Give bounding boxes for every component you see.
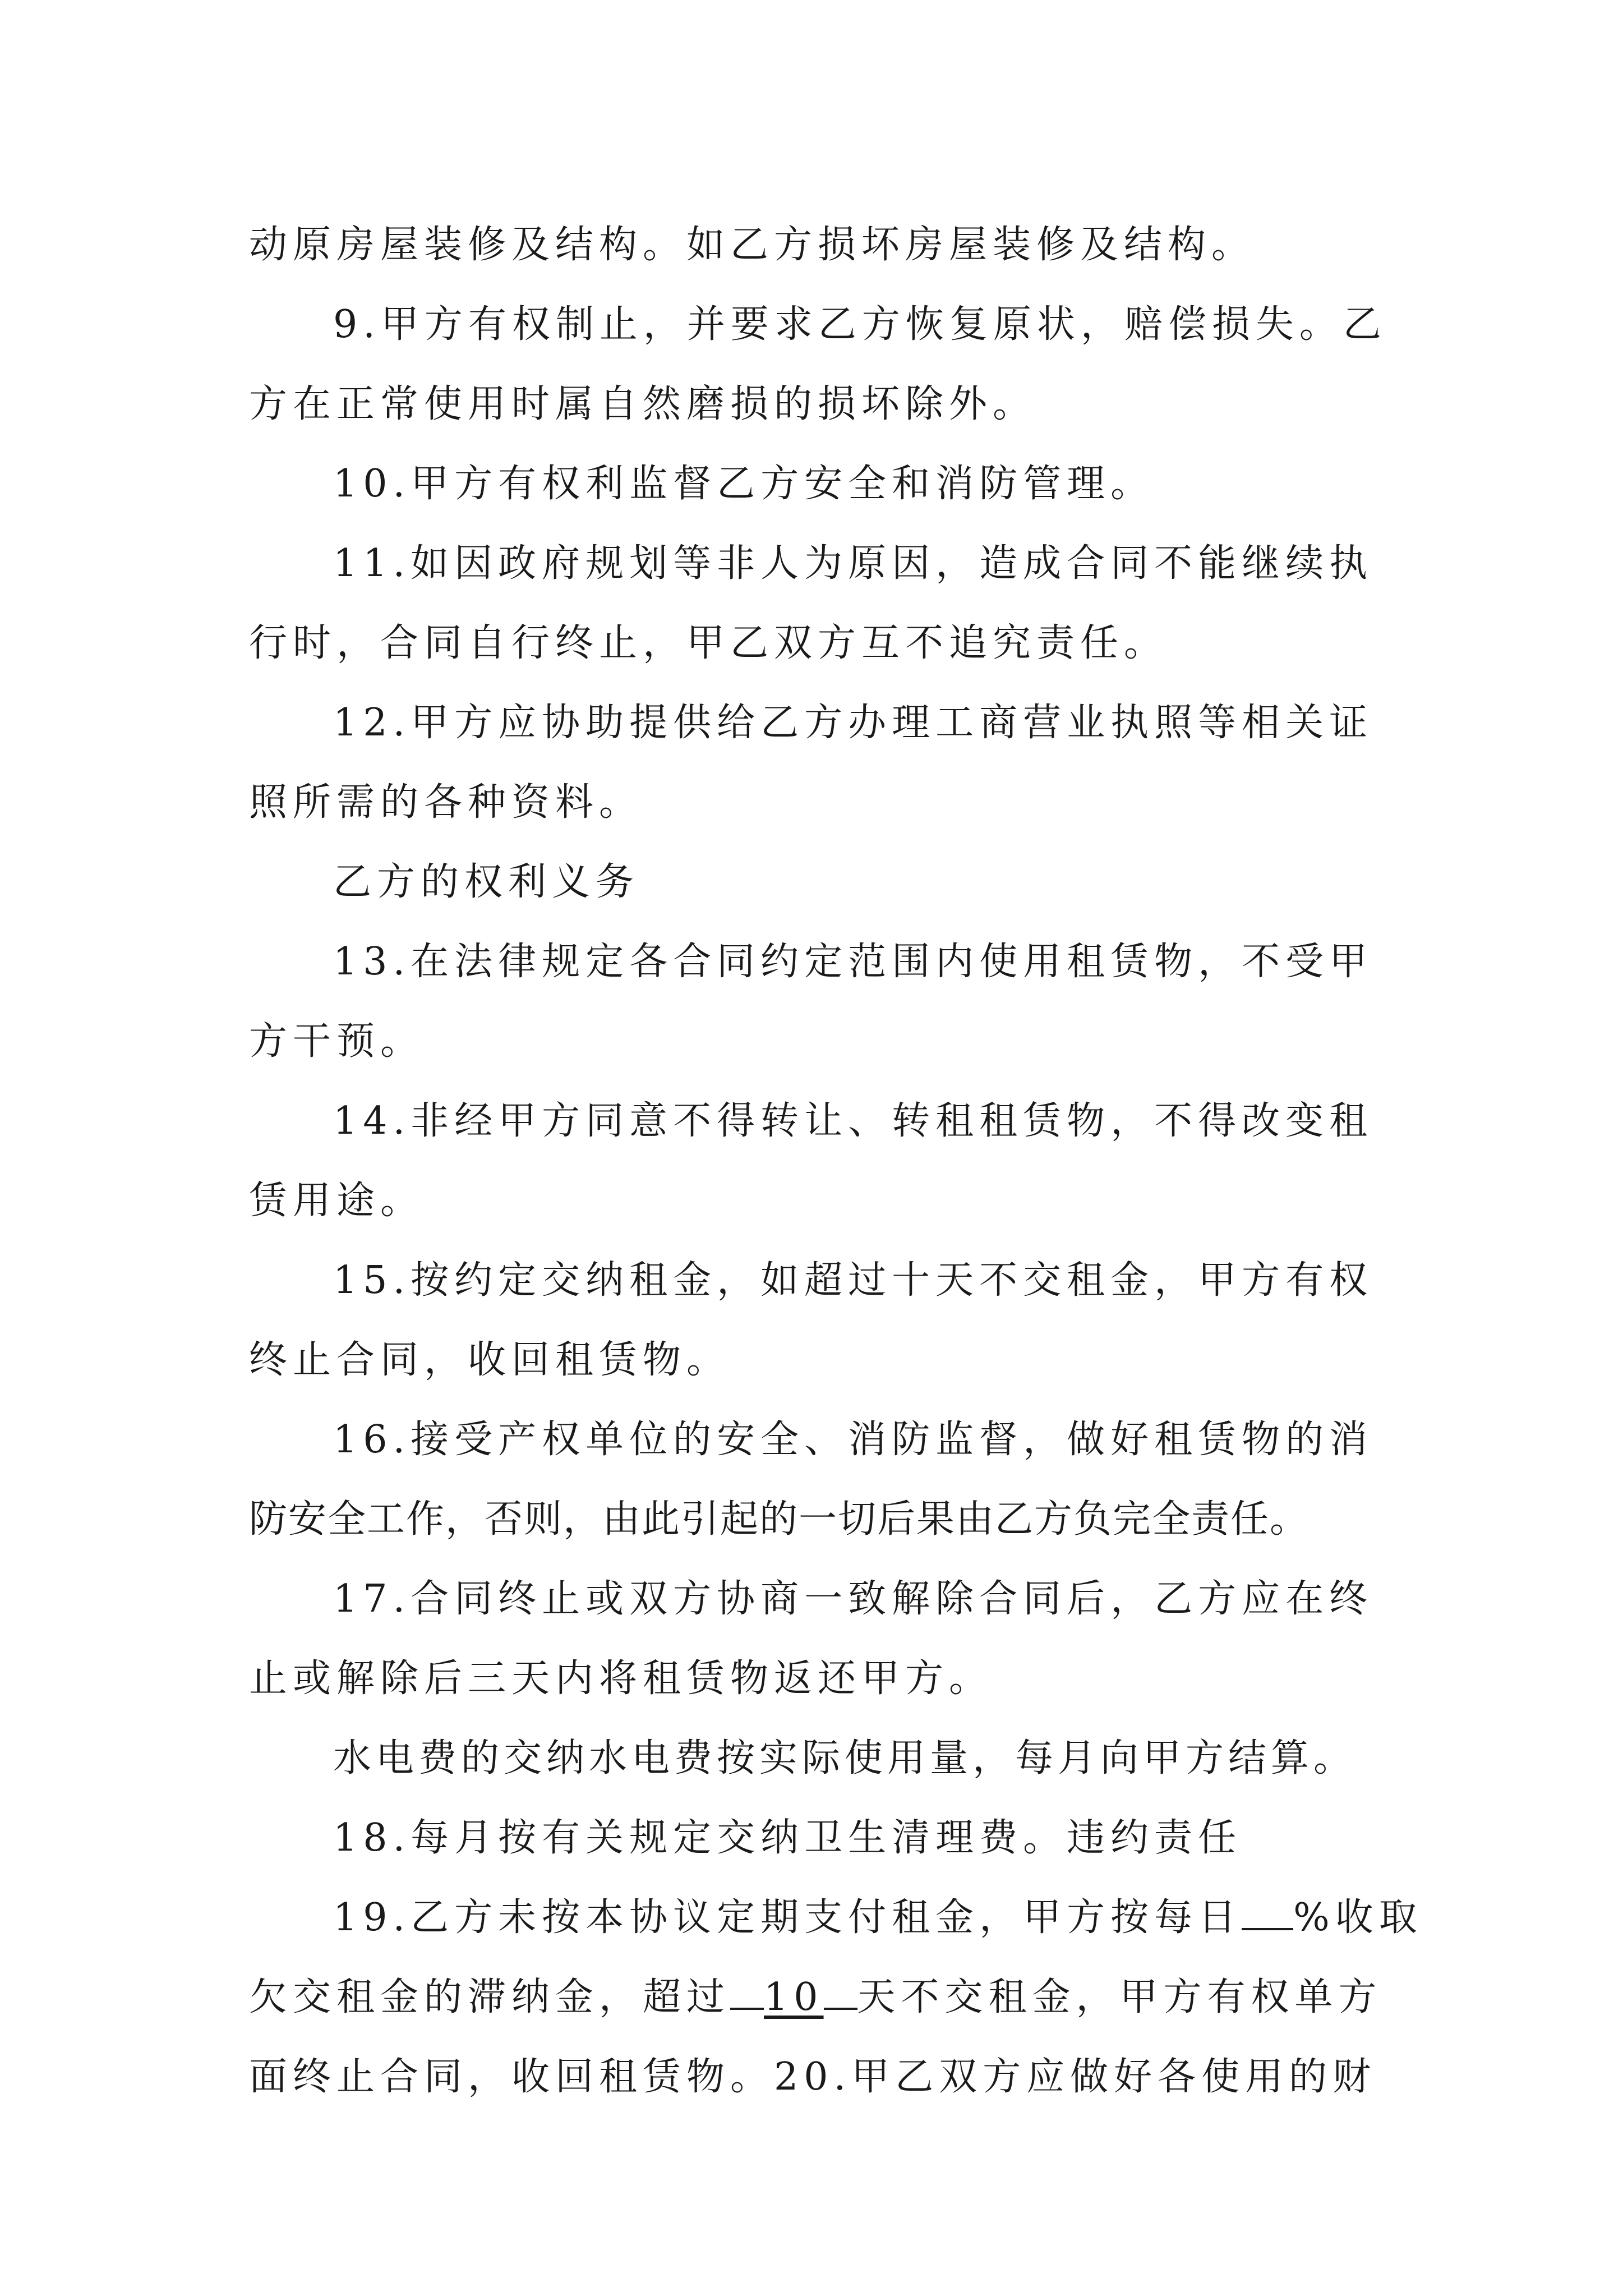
late-fee-rate-blank [1242,1894,1293,1930]
clause-19-line-2-before: 欠交租金的滞纳金，超过 [249,1975,731,2019]
clause-10: 10.甲方有权利监督乙方安全和消防管理。 [333,462,1155,506]
clause-19-line-3: 面终止合同，收回租赁物。20.甲乙双方应做好各使用的财 [249,2055,1377,2099]
section-heading-party-b-rights: 乙方的权利义务 [333,860,640,904]
overdue-days-value: 10 [764,1975,824,2019]
clause-15-line-1: 15.按约定交纳租金，如超过十天不交租金，甲方有权 [333,1258,1373,1303]
clause-11-line-2: 行时，合同自行终止，甲乙双方互不追究责任。 [249,621,1168,665]
blank-lead [730,1974,764,2010]
clause-11-line-1: 11.如因政府规划等非人为原因，造成合同不能继续执 [333,541,1373,586]
clause-19-line-2 [249,1958,1393,2037]
clause-13-line-1: 13.在法律规定各合同约定范围内使用租赁物，不受甲 [333,940,1373,984]
clause-9-line-1: 9.甲方有权制止，并要求乙方恢复原状，赔偿损失。乙 [333,302,1387,347]
text-line: 动原房屋装修及结构。如乙方损坏房屋装修及结构。 [249,223,1256,267]
clause-14-line-2: 赁用途。 [249,1179,425,1223]
clause-9-line-2: 方在正常使用时属自然磨损的损坏除外。 [249,382,1037,426]
clause-14-line-1: 14.非经甲方同意不得转让、转租租赁物，不得改变租 [333,1099,1373,1143]
clause-12-line-2: 照所需的各种资料。 [249,780,643,825]
clause-19-text-after-blank: %收取 [1293,1895,1423,1940]
clause-16-line-1: 16.接受产权单位的安全、消防监督，做好租赁物的消 [333,1418,1373,1462]
clause-19-text-before-blank: 19.乙方未按本协议定期支付租金，甲方按每日 [333,1895,1242,1940]
clause-19-line-1 [249,1878,1423,1958]
clause-15-line-2: 终止合同，收回租赁物。 [249,1338,731,1382]
blank-trail [824,1974,857,2010]
utility-fee-clause: 水电费的交纳水电费按实际使用量，每月向甲方结算。 [333,1736,1357,1780]
clause-18: 18.每月按有关规定交纳卫生清理费。违约责任 [333,1816,1242,1860]
clause-17-line-1: 17.合同终止或双方协商一致解除合同后，乙方应在终 [333,1577,1373,1621]
document-body [249,205,1423,2117]
clause-12-line-1: 12.甲方应协助提供给乙方办理工商营业执照等相关证 [333,701,1373,745]
clause-13-line-2: 方干预。 [249,1019,425,1064]
clause-19-line-2-after: 天不交租金，甲方有权单方 [857,1975,1382,2019]
clause-17-line-2: 止或解除后三天内将租赁物返还甲方。 [249,1657,993,1701]
clause-16-line-2: 防安全工作，否则，由此引起的一切后果由乙方负完全责任。 [249,1497,1310,1542]
